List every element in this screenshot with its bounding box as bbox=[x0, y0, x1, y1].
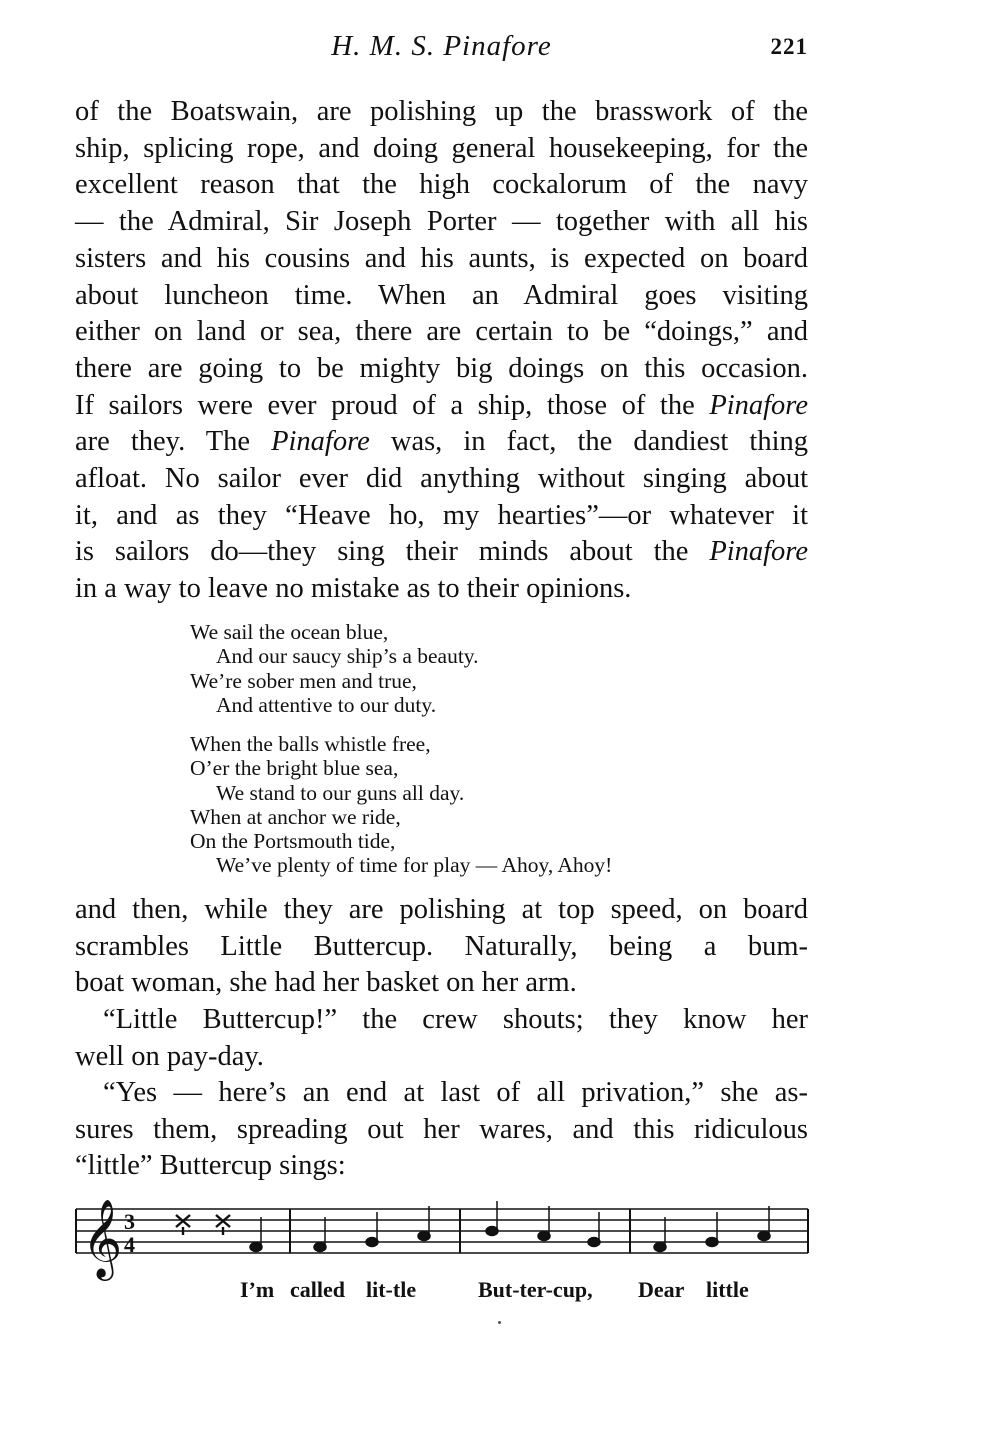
print-speck bbox=[498, 1321, 501, 1324]
text-line: and then, while they are polishing at top speed, on board bbox=[75, 894, 808, 925]
text-line bbox=[75, 388, 808, 425]
text-line: either on land or sea, there are certain to be “doings,” and bbox=[75, 316, 808, 348]
song-verse-2 bbox=[190, 732, 612, 878]
quarter-rest-icon bbox=[216, 1215, 230, 1235]
text-line: sisters and his cousins and his aunts, is expected on board bbox=[75, 242, 808, 274]
text-line: ship, splicing rope, and doing general housekeeping, for the bbox=[75, 132, 808, 164]
text-line: boat woman, she had her basket on her arm. bbox=[75, 967, 577, 999]
text-segment: are they. The bbox=[75, 426, 272, 458]
verse-line: And attentive to our duty. bbox=[216, 692, 437, 717]
page-header bbox=[75, 30, 808, 70]
text-line: excellent reason that the high cockalorum of the navy bbox=[75, 169, 808, 201]
music-note bbox=[758, 1206, 770, 1241]
text-segment: is sailors do—they sing their minds about the bbox=[75, 536, 710, 568]
text-line: “Yes — here’s an end at last of all privation,” she as- bbox=[103, 1077, 808, 1108]
verse-line: When at anchor we ride, bbox=[190, 804, 401, 829]
time-signature-top: 3 bbox=[124, 1209, 135, 1234]
treble-clef-icon: 𝄞 bbox=[82, 1199, 123, 1278]
lyric-syllable: Dear bbox=[638, 1277, 685, 1302]
lyric-syllable: I’m bbox=[240, 1277, 275, 1302]
song-lyrics bbox=[0, 1277, 1000, 1309]
text-line: — the Admiral, Sir Joseph Porter — together with all his bbox=[75, 206, 808, 238]
staff-lines bbox=[76, 1209, 808, 1253]
music-note bbox=[588, 1212, 600, 1247]
verse-line: We sail the ocean blue, bbox=[190, 620, 389, 644]
page-number: 221 bbox=[770, 34, 808, 59]
ship-name: Pinafore bbox=[709, 536, 808, 568]
text-line: about luncheon time. When an Admiral goes visiting bbox=[75, 279, 808, 311]
paragraph-1 bbox=[75, 94, 808, 608]
text-line: scrambles Little Buttercup. Naturally, being a bum- bbox=[75, 930, 808, 962]
verse-line: We’ve plenty of time for play — Ahoy, Ahoy! bbox=[216, 853, 613, 878]
paragraph-4 bbox=[75, 1075, 808, 1185]
quarter-rest-icon bbox=[176, 1215, 190, 1235]
text-line: “Little Buttercup!” the crew shouts; they know her bbox=[103, 1004, 808, 1035]
time-signature-bottom: 4 bbox=[124, 1232, 135, 1257]
running-title: H. M. S. Pinafore bbox=[331, 30, 552, 62]
verse-line: We stand to our guns all day. bbox=[216, 780, 465, 805]
paragraph-2 bbox=[75, 892, 808, 1002]
music-note bbox=[706, 1212, 718, 1247]
lyric-syllable: lit-tle bbox=[366, 1277, 417, 1302]
music-note bbox=[366, 1212, 378, 1247]
verse-line: And our saucy ship’s a beauty. bbox=[216, 644, 479, 669]
music-note bbox=[654, 1217, 666, 1252]
lyric-syllable: called bbox=[290, 1277, 345, 1302]
text-segment: If sailors were ever proud of a ship, those of the bbox=[75, 389, 710, 421]
ship-name: Pinafore bbox=[271, 426, 370, 458]
lyric-syllable: But-ter-cup, bbox=[478, 1277, 593, 1302]
verse-line: O’er the bright blue sea, bbox=[190, 756, 399, 781]
text-line: well on pay-day. bbox=[75, 1040, 264, 1072]
music-note bbox=[486, 1201, 498, 1236]
text-line: “little” Buttercup sings: bbox=[75, 1150, 346, 1182]
text-line: sures them, spreading out her wares, and this ridiculous bbox=[75, 1113, 808, 1145]
music-note bbox=[314, 1217, 326, 1252]
lyric-syllable: little bbox=[706, 1277, 749, 1302]
text-line bbox=[75, 424, 808, 461]
music-note bbox=[250, 1217, 262, 1252]
ship-name: Pinafore bbox=[709, 389, 808, 421]
text-line: there are going to be mighty big doings on this occasion. bbox=[75, 352, 808, 384]
song-verse-1 bbox=[190, 620, 479, 717]
text-line: in a way to leave no mistake as to their opinions. bbox=[75, 573, 632, 605]
text-line: afloat. No sailor ever did anything without singing about bbox=[75, 463, 808, 495]
verse-line: On the Portsmouth tide, bbox=[190, 829, 396, 854]
verse-line: When the balls whistle free, bbox=[190, 732, 431, 756]
text-line bbox=[75, 534, 808, 571]
verse-line: We’re sober men and true, bbox=[190, 668, 417, 693]
music-staff bbox=[72, 1195, 812, 1285]
music-note bbox=[538, 1206, 550, 1241]
paragraph-3 bbox=[75, 1002, 808, 1075]
text-line: of the Boatswain, are polishing up the brasswork of the bbox=[75, 96, 808, 127]
music-note bbox=[418, 1206, 430, 1241]
text-segment: was, in fact, the dandiest thing bbox=[369, 426, 808, 458]
text-line: it, and as they “Heave ho, my hearties”—or whatever it bbox=[75, 499, 808, 531]
